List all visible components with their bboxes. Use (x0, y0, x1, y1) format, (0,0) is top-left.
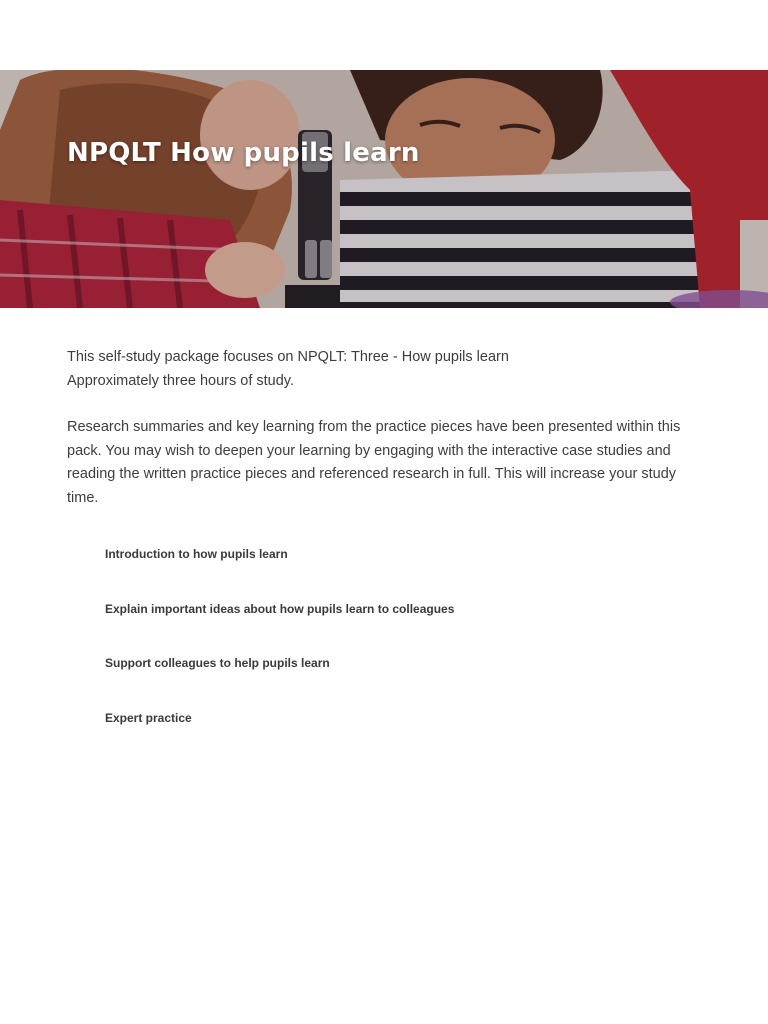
top-bar (0, 0, 768, 70)
link-explain-ideas[interactable]: Explain important ideas about how pupils learn to colleagues (105, 601, 455, 616)
link-expert-practice[interactable]: Expert practice (105, 710, 192, 725)
list-item (105, 709, 665, 764)
intro-line-duration: Approximately three hours of study. (67, 372, 295, 389)
research-paragraph: Research summaries and key learning from the practice pieces have been presented within this pack. You may wish to deepen your learning by engaging with the interactive case studies and reading the written practice pieces and referenced research in full. This will increase your study time. (67, 419, 681, 506)
intro-block (67, 346, 687, 393)
list-item (105, 545, 665, 600)
main-content (67, 346, 687, 510)
page-title: NPQLT How pupils learn (67, 138, 420, 168)
hero-banner (0, 70, 768, 308)
link-support-colleagues[interactable]: Support colleagues to help pupils learn (105, 656, 330, 670)
intro-line-focus: This self-study package focuses on NPQLT: Three - How pupils learn (67, 349, 509, 365)
link-introduction[interactable]: Introduction to how pupils learn (105, 547, 288, 561)
list-item (105, 654, 665, 709)
section-links-list (105, 545, 665, 763)
hero-overlay (0, 70, 768, 308)
list-item (105, 600, 665, 655)
